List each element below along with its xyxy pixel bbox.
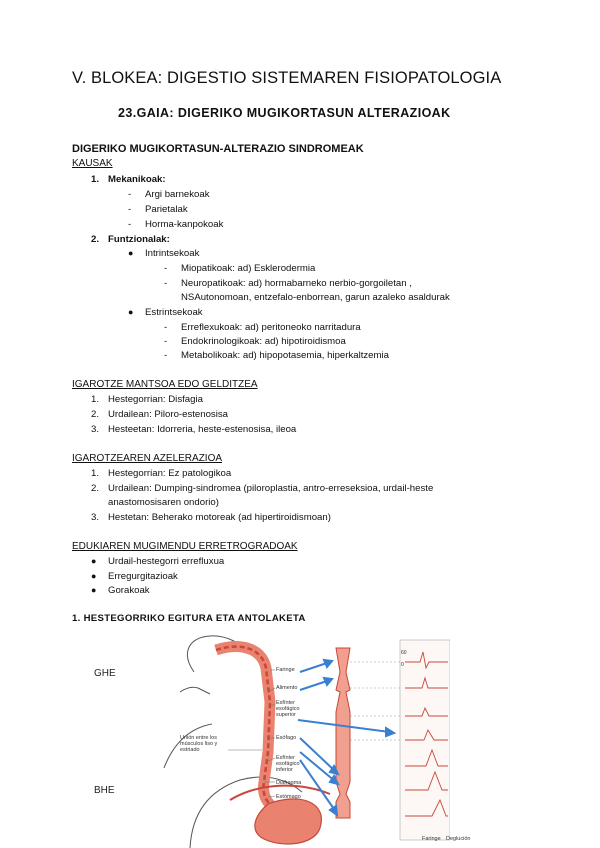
anat-label: Estómago [276,794,301,800]
list-item: Hesteetan: Idorreria, heste-estenosisa, ileoa [108,424,297,435]
mekanikoak-label: Mekanikoak: [108,174,166,185]
edukiaren-heading: EDUKIAREN MUGIMENDU ERRETROGRADOAK [72,541,298,552]
dot-bullet: ● [128,248,134,258]
list-item: Neuropatikoak: ad) hormabarneko nerbio-gorgoiletan , [181,278,412,289]
igarotze-mantsoa-heading: IGAROTZE MANTSOA EDO GELDITZEA [72,379,258,390]
ghe-label: GHE [94,668,116,679]
bhe-label: BHE [94,785,115,796]
list-number: 3. [91,512,100,523]
anat-label: Esófago [276,735,297,741]
list-number: 1. [91,394,100,405]
anat-label: Alimento [276,685,298,691]
list-item: Gorakoak [108,585,150,596]
list-item: Horma-kanpokoak [145,219,224,230]
list-item: Urdailean: Piloro-estenosisa [108,409,228,420]
list-item: Estrintsekoak [145,307,203,318]
list-item: Endokrinologikoak: ad) hipotiroidismoa [181,336,346,347]
dash-bullet: - [128,219,132,230]
dash-bullet: - [128,204,132,215]
list-item: Urdail-hestegorri errefluxua [108,556,225,567]
list-item: Metabolikoak: ad) hipopotasemia, hiperkaltzemia [181,350,389,361]
list-item: Hestegorrian: Ez patologikoa [108,468,232,479]
anat-label: Diafragma [276,780,302,786]
list-item: Parietalak [145,204,188,215]
dot-bullet: ● [91,585,97,595]
anat-note: Unión entre los músculos liso y estriado [180,735,218,753]
list-number: 2. [91,234,100,245]
dash-bullet: - [164,336,168,347]
dash-bullet: - [128,189,132,200]
anat-label: Esfínter esofágico superior [276,700,300,718]
list-number: 3. [91,424,100,435]
dash-bullet: - [164,322,168,333]
anat-label: Faringe [276,667,295,673]
bottom-label: Faringe [422,836,441,842]
scale-label: 0 [401,662,404,668]
list-item: Urdailean: Dumping-sindromea (piloroplastia, antro-erreseksioa, urdail-heste [108,483,434,494]
document-title: V. BLOKEA: DIGESTIO SISTEMAREN FISIOPATOLOGIA [72,69,502,87]
list-item: Hestegorrian: Disfagia [108,394,203,405]
dash-bullet: - [164,263,168,274]
list-item: Argi barnekoak [145,189,210,200]
list-number: 1. [91,174,100,185]
list-number: 1. [91,468,100,479]
igarotze-azelerazioa-heading: IGAROTZEAREN AZELERAZIOA [72,453,223,464]
dot-bullet: ● [91,571,97,581]
anat-label: Esfínter esofágico inferior [276,755,300,773]
list-item: Miopatikoak: ad) Esklerodermia [181,263,316,274]
bottom-label: Deglución [446,836,471,842]
dot-bullet: ● [91,556,97,566]
list-item: Hestetan: Beherako motoreak (ad hipertiroidismoan) [108,512,331,523]
dot-bullet: ● [128,307,134,317]
document-subtitle: 23.GAIA: DIGERIKO MUGIKORTASUN ALTERAZIOAK [118,106,451,120]
list-number: 2. [91,409,100,420]
scale-label: 60 [401,650,407,656]
list-item: Erregurgitazioak [108,571,178,582]
list-item: anastomosisaren ondorio) [108,497,219,508]
list-item: Erreflexukoak: ad) peritoneoko narritadura [181,322,361,333]
dash-bullet: - [164,278,168,289]
list-item: NSAutonomoan, entzefalo-enborrean, garun azaleko asaldurak [181,292,450,303]
dash-bullet: - [164,350,168,361]
kausak-heading: KAUSAK [72,158,113,169]
list-number: 2. [91,483,100,494]
funtzionalak-label: Funtzionalak: [108,234,170,245]
section-title: DIGERIKO MUGIKORTASUN-ALTERAZIO SINDROMEAK [72,143,364,155]
figure-section-title: 1. HESTEGORRIKO EGITURA ETA ANTOLAKETA [72,613,306,624]
list-item: Intrintsekoak [145,248,200,259]
